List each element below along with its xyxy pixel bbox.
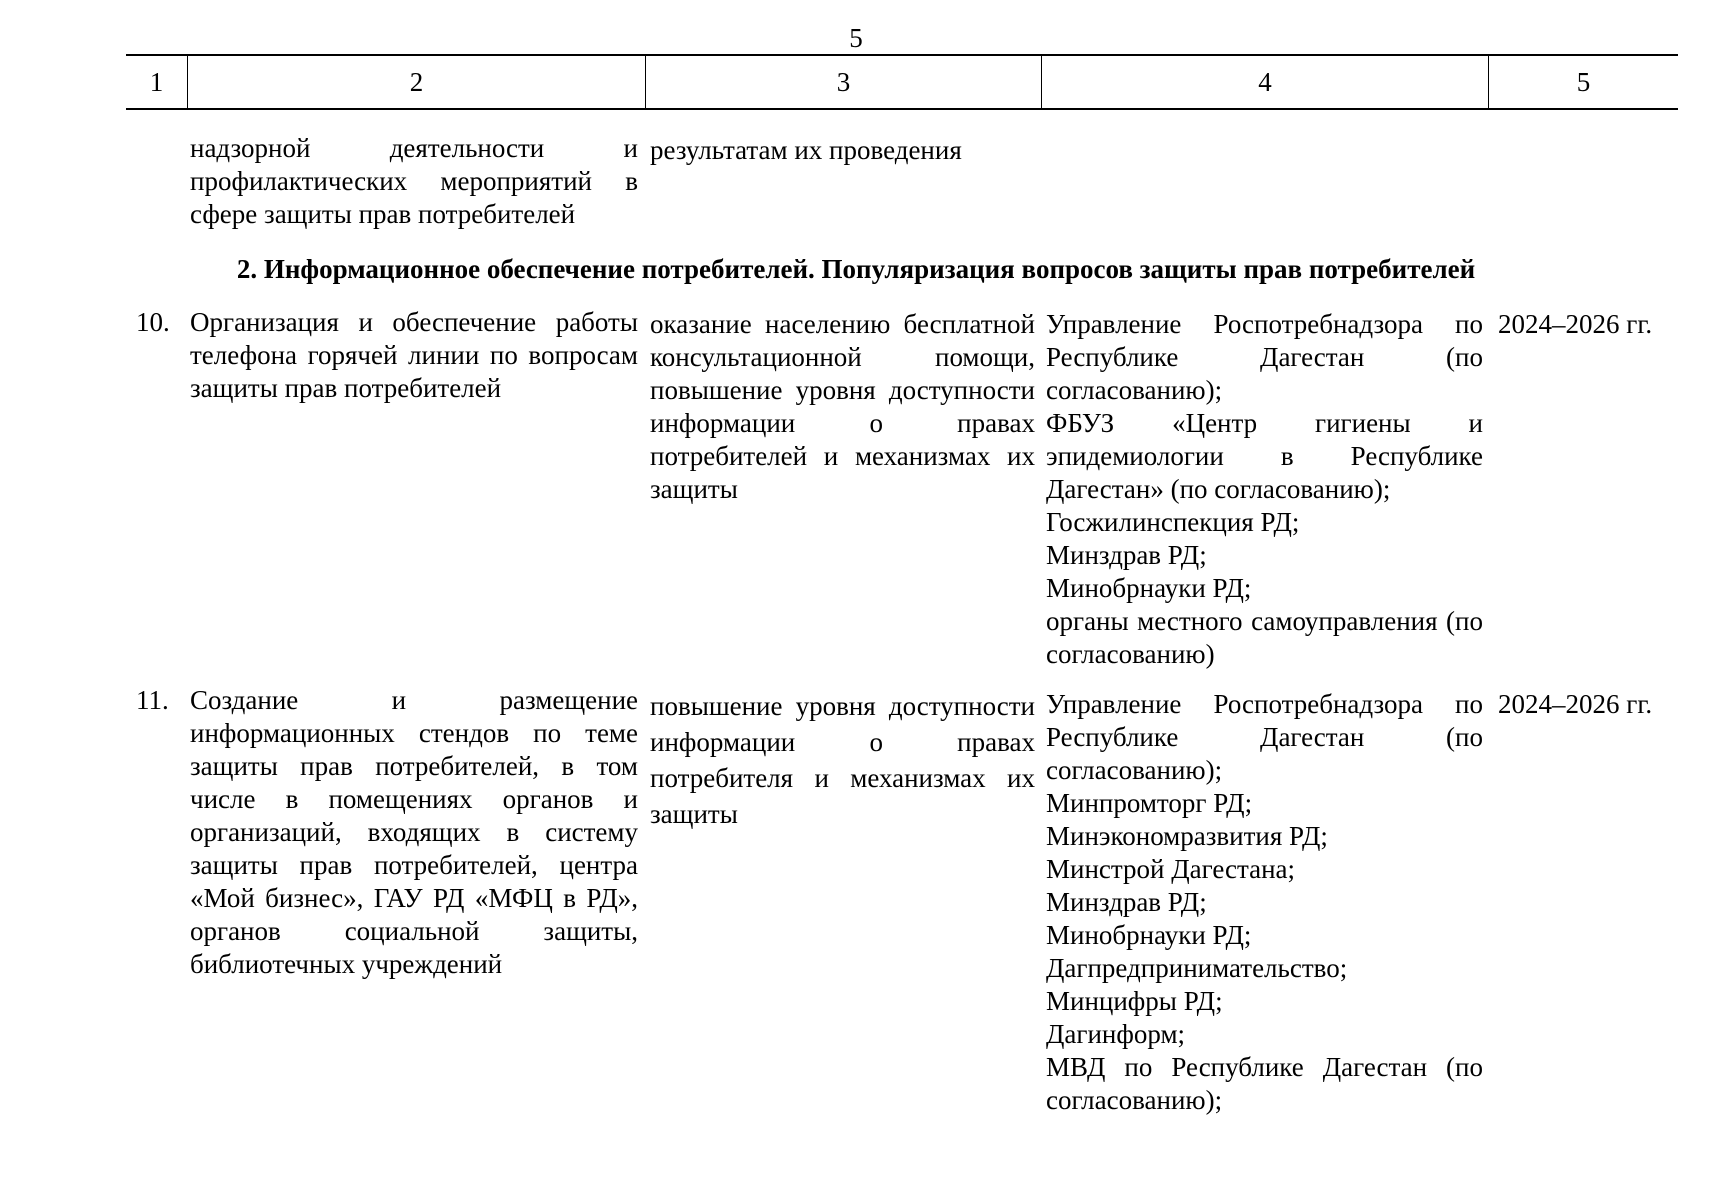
row-number: 10. [136, 307, 170, 337]
row-result: повышение уровня доступности информации о правах потребителя и механизмах их защиты [650, 691, 1035, 829]
row-executors [1046, 308, 1483, 671]
executor-item: Госжилинспекция РД; [1046, 507, 1300, 537]
header-cell-3: 3 [645, 56, 1041, 108]
executor-item: Минобрнауки РД; [1046, 573, 1252, 603]
header-cell-4: 4 [1041, 56, 1488, 108]
executor-item: Управление Роспотребнадзора по Республике Дагестан (по согласованию); [1046, 689, 1483, 785]
executor-item: Минэкономразвития РД; [1046, 821, 1328, 851]
header-cell-5: 5 [1488, 56, 1678, 108]
continuation-result-text: результатам их проведения [650, 135, 962, 165]
row-number: 11. [136, 685, 169, 715]
page-number: 5 [849, 23, 863, 53]
header-cell-2: 2 [187, 56, 645, 108]
row-period: 2024–2026 гг. [1498, 309, 1653, 339]
executor-item: Минздрав РД; [1046, 887, 1207, 917]
header-cell-1: 1 [149, 66, 164, 97]
executor-item: Минцифры РД; [1046, 986, 1223, 1016]
executor-item: Дагинформ; [1046, 1019, 1186, 1049]
executor-item: Минобрнауки РД; [1046, 920, 1252, 950]
executor-item: Минстрой Дагестана; [1046, 854, 1296, 884]
row-event: Организация и обеспечение работы телефона горячей линии по вопросам защиты прав потребителей [190, 307, 638, 403]
executor-item: ФБУЗ «Центр гигиены и эпидемиологии в Республике Дагестан» (по согласованию); [1046, 408, 1483, 504]
section-title: 2. Информационное обеспечение потребителей. Популяризация вопросов защиты прав потребителей [236, 254, 1476, 284]
executor-item: Минздрав РД; [1046, 540, 1207, 570]
continuation-event-text: надзорной деятельности и профилактических мероприятий в сфере защиты прав потребителей [190, 133, 638, 229]
row-result: оказание населению бесплатной консультационной помощи, повышение уровня доступности информации о правах потребителей и механизмах их защиты [650, 309, 1035, 504]
row-period: 2024–2026 гг. [1498, 689, 1653, 719]
executor-item: МВД по Республике Дагестан (по согласованию); [1046, 1052, 1483, 1115]
row-event: Создание и размещение информационных стендов по теме защиты прав потребителей, в том числе в помещениях органов и организаций, входящих в систему защиты прав потребителей, центра «Мой бизнес», ГАУ РД «МФЦ в РД», органов социальной защиты, библиотечных учреждений [190, 685, 638, 979]
table-header-row [126, 54, 1678, 110]
executor-item: органы местного самоуправления (по согласованию) [1046, 606, 1483, 669]
executor-item: Минпромторг РД; [1046, 788, 1253, 818]
executor-item: Дагпредпринимательство; [1046, 953, 1348, 983]
row-executors [1046, 688, 1483, 1117]
executor-item: Управление Роспотребнадзора по Республике Дагестан (по согласованию); [1046, 309, 1483, 405]
